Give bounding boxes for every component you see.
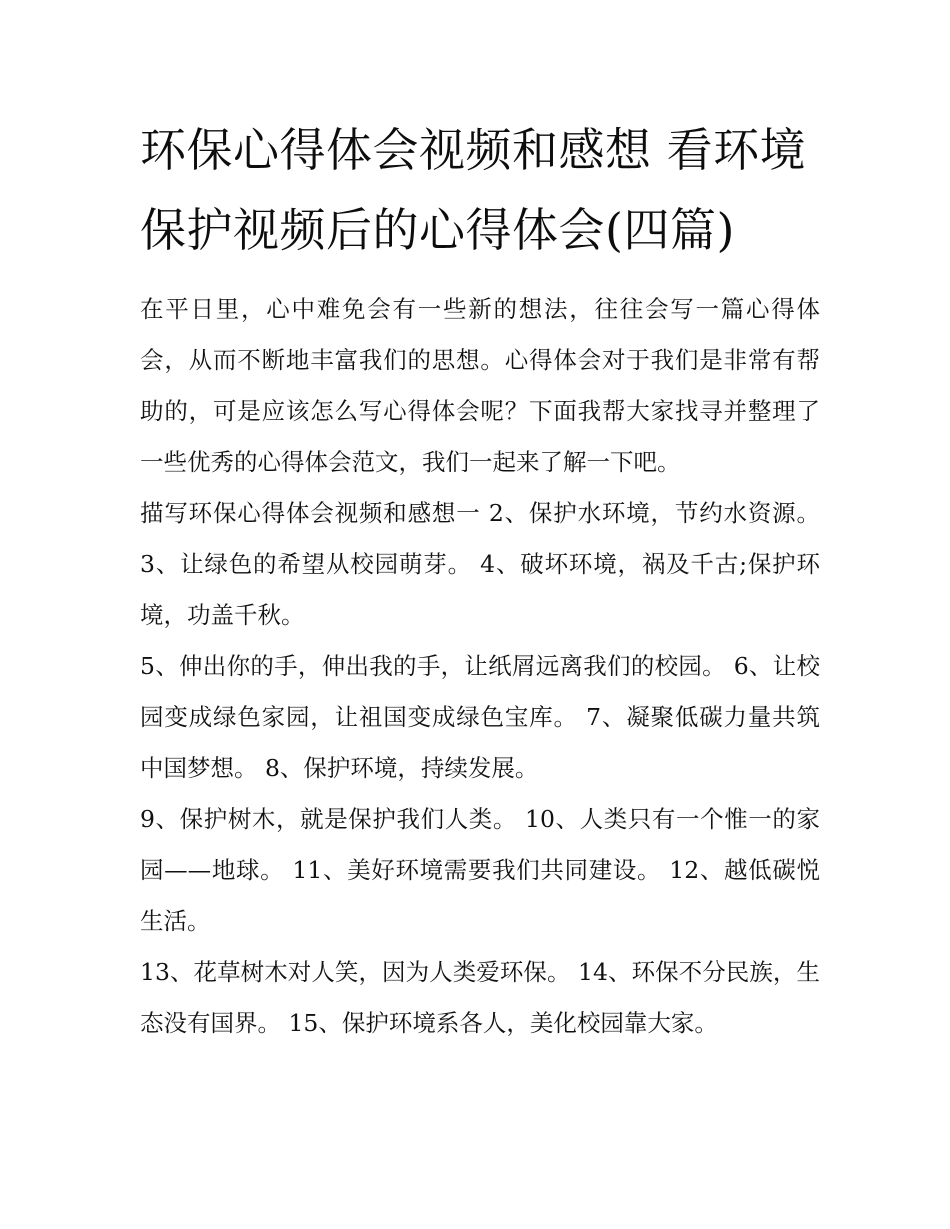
body-paragraph: 5、伸出你的手，伸出我的手，让纸屑远离我们的校园。 6、让校园变成绿色家园，让祖国变成绿色宝库。 7、凝聚低碳力量共筑中国梦想。 8、保护环境，持续发展。 bbox=[140, 652, 820, 782]
body-paragraph: 描写环保心得体会视频和感想一 2、保护水环境，节约水资源。 3、让绿色的希望从校园萌芽。 4、破坏环境，祸及千古;保护环境，功盖千秋。 bbox=[140, 499, 820, 629]
body-paragraph: 9、保护树木，就是保护我们人类。 10、人类只有一个惟一的家园——地球。 11、美好环境需要我们共同建设。 12、越低碳悦生活。 bbox=[140, 805, 820, 935]
body-paragraph: 13、花草树木对人笑，因为人类爱环保。 14、环保不分民族，生态没有国界。 15、保护环境系各人，美化校园靠大家。 bbox=[140, 958, 820, 1037]
document-title: 环保心得体会视频和感想 看环境保护视频后的心得体会(四篇) bbox=[140, 123, 807, 257]
intro-paragraph: 在平日里，心中难免会有一些新的想法，往往会写一篇心得体会，从而不断地丰富我们的思想。心得体会对于我们是非常有帮助的，可是应该怎么写心得体会呢？下面我帮大家找寻并整理了一些优秀的心得体会范文，我们一起来了解一下吧。 bbox=[140, 295, 820, 476]
document-page bbox=[140, 110, 820, 1049]
